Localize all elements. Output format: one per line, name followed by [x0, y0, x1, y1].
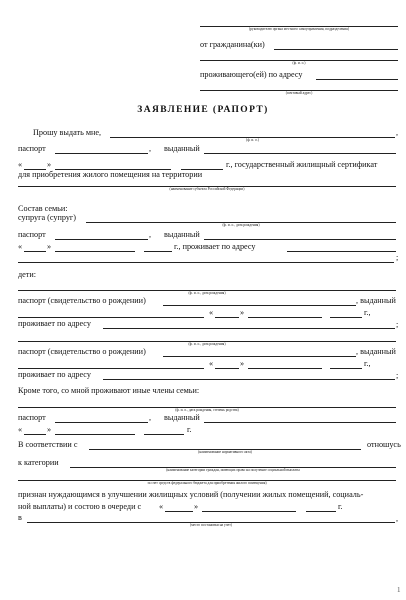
from-citizen-label: от гражданина(ки) [200, 40, 265, 49]
category-caption: (наименование категории граждан, имеющих право на получение социальной выплаты [166, 468, 300, 472]
in-label: в [18, 513, 22, 522]
passport-issuer-line[interactable] [204, 153, 396, 154]
passport-label: паспорт [18, 144, 46, 153]
residing-label: проживающего(ей) по адресу [200, 70, 303, 79]
family-heading: Состав семьи: [18, 204, 68, 213]
other-issuer-line[interactable] [204, 422, 396, 423]
document-title: ЗАЯВЛЕНИЕ (РАПОРТ) [137, 105, 269, 115]
spouse-year-lives: г., проживает по адресу [174, 242, 256, 251]
other-passport-line[interactable] [55, 422, 148, 423]
queue-month-line[interactable] [202, 511, 296, 512]
child1-doc-label: паспорт (свидетельство о рождении) [18, 296, 146, 305]
other-issue-month-line[interactable] [55, 434, 135, 435]
child1-doc-line[interactable] [163, 305, 356, 306]
child2-issue-month-line[interactable] [248, 368, 322, 369]
funds-caption: за счет средств федерального бюджета для приобретения жилого помещения) [147, 481, 267, 485]
child2-caption: (ф. и. о., дата рождения) [188, 342, 226, 346]
spouse-label: супруга (супруг) [18, 213, 77, 222]
child2-issue-day-line[interactable] [215, 368, 239, 369]
spouse-issue-year-line[interactable] [144, 251, 172, 252]
child2-address-line[interactable] [103, 379, 395, 380]
subject-caption: (наименование субъекта Российской Федерации) [169, 187, 245, 191]
spouse-issuer-line[interactable] [204, 239, 396, 240]
other-issue-day-line[interactable] [24, 434, 46, 435]
child2-issue-year-line[interactable] [330, 368, 362, 369]
recognized-text-1: признан нуждающимся в улучшении жилищных условий (получении жилых помещений, социаль- [18, 490, 364, 499]
residing-address-line-1[interactable] [316, 79, 398, 80]
spouse-address-line-1[interactable] [287, 251, 396, 252]
child2-lives-label: проживает по адресу [18, 370, 91, 379]
child2-doc-line[interactable] [163, 356, 356, 357]
queue-day-line[interactable] [165, 511, 193, 512]
spouse-caption: (ф. и. о., дата рождения) [222, 223, 260, 227]
citizen-fio-caption: (ф. и. о.) [292, 61, 306, 65]
applicant-fio-caption: (ф. и. о.) [246, 138, 259, 142]
purpose-text: для приобретения жилого помещения на территории [18, 170, 203, 179]
other-member-caption: (ф. и. о., дата рождения, степень родства) [175, 408, 239, 412]
spouse-issued-label: выданный [164, 230, 200, 239]
child2-issuer-line[interactable] [18, 368, 204, 369]
spouse-issue-month-line[interactable] [55, 251, 135, 252]
spouse-issue-day-line[interactable] [24, 251, 46, 252]
child1-issue-day-line[interactable] [215, 317, 239, 318]
normative-act-caption: (наименование нормативного акта) [198, 450, 252, 454]
page-number: 1 [397, 586, 401, 594]
child1-issue-month-line[interactable] [248, 317, 322, 318]
spouse-address-line-2[interactable] [18, 262, 394, 263]
belong-label: отношусь [367, 440, 401, 449]
child1-caption: (ф. и. о., дата рождения) [188, 291, 226, 295]
registration-place-caption: (место постановки на учет) [190, 523, 232, 527]
addressee-caption: (руководителю органа местного самоуправления, подразделения) [248, 27, 350, 31]
child1-issue-year-line[interactable] [330, 317, 362, 318]
request-intro: Прошу выдать мне, [33, 128, 102, 137]
accordance-label: В соответствии с [18, 440, 78, 449]
other-passport-label: паспорт [18, 413, 46, 422]
spouse-passport-label: паспорт [18, 230, 46, 239]
citizen-name-line-1[interactable] [274, 49, 398, 50]
application-form-page: (руководителю органа местного самоуправления, подразделения) от гражданина(ки) (ф. и. о.) проживающего(ей) по адресу (почтовый адрес) ЗАЯВЛЕНИЕ (РАПОРТ) Прошу выдать мне, , (ф. и. о.) паспорт , выданный « » г., государственный жилищный сертификат для приобретения жилого помещения на территории (наименование субъекта Российской Федерации) Состав семьи: супруга (супруг) (ф. и. о., дата рождения) паспорт , выданный « » г., проживает по адресу ; дети: (ф. и. о., дата рождения) паспорт (свидетельство о рождении) , выданный « » г., проживает по адресу ; (ф. и. о., дата рождения) паспорт (свидетельство о рождении) , выданный « » г., проживает по адресу ; Кроме того, со мной проживают иные члены семьи: (ф. и. о., дата рождения, степень родства) паспорт , выданный « » г. В соответствии с отношусь (наименование нормативного акта) к категории (наименование категории граждан, имеющих право на получение социальной выплаты за счет средств федерального бюджета для приобретения жилого помещения) признан нуждающимся в улучшении жилищных условий (получении жилых помещений, социаль- ной выплаты) и состою в очереди с « » г. в , (место постановки на учет) 1 [0, 0, 406, 600]
child2-doc-label: паспорт (свидетельство о рождении) [18, 347, 146, 356]
children-heading: дети: [18, 270, 37, 279]
category-label: к категории [18, 458, 59, 467]
issued-label: выданный [164, 144, 200, 153]
spouse-passport-line[interactable] [55, 239, 148, 240]
passport-number-line[interactable] [55, 153, 148, 154]
child1-issuer-line[interactable] [18, 317, 204, 318]
queue-year-line[interactable] [306, 511, 336, 512]
certificate-text: г., государственный жилищный сертификат [226, 160, 378, 169]
recognized-text-2: ной выплаты) и состою в очереди с [18, 502, 142, 511]
postal-address-caption: (почтовый адрес) [285, 91, 313, 95]
child1-lives-label: проживает по адресу [18, 319, 91, 328]
others-heading: Кроме того, со мной проживают иные члены семьи: [18, 386, 200, 395]
other-issue-year-line[interactable] [144, 434, 184, 435]
child1-address-line[interactable] [103, 328, 395, 329]
other-issued-label: выданный [164, 413, 200, 422]
